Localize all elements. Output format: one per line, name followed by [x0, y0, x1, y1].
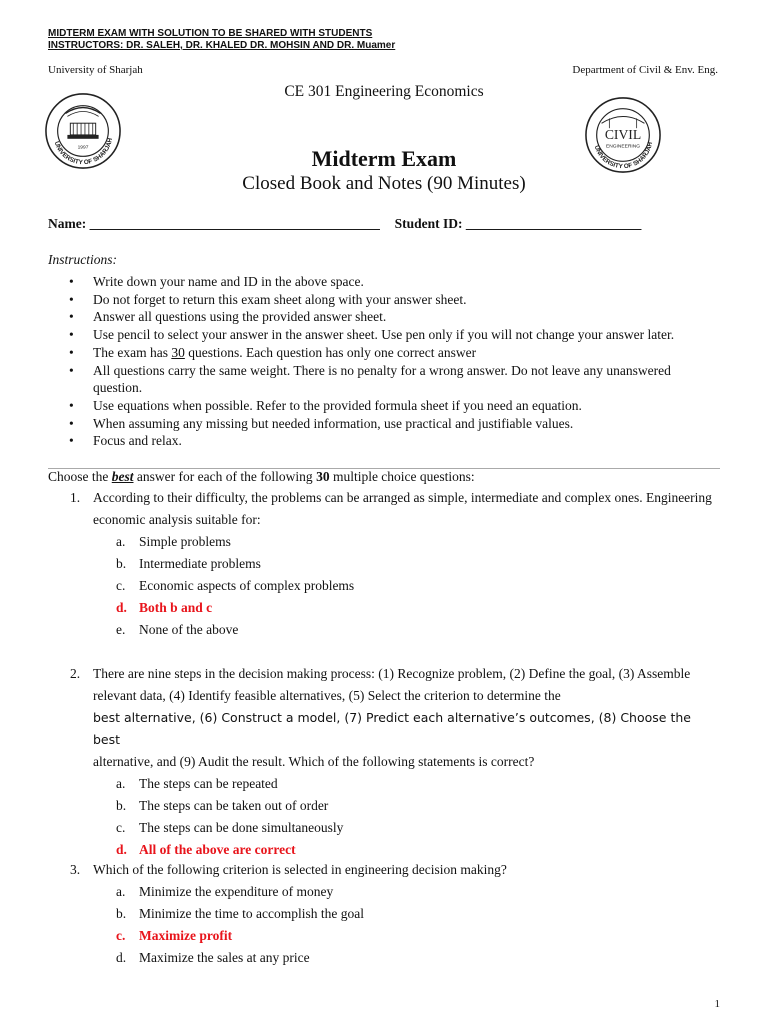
- option-b[interactable]: b. Intermediate problems: [116, 556, 261, 571]
- banner-line-1: MIDTERM EXAM WITH SOLUTION TO BE SHARED WITH STUDENTS: [48, 28, 373, 39]
- question-count: 30: [171, 344, 185, 360]
- option-b[interactable]: b. Minimize the time to accomplish the goal: [116, 906, 364, 921]
- option-b[interactable]: b. The steps can be taken out of order: [116, 798, 329, 813]
- question-number: 3.: [70, 862, 81, 877]
- header-banner: [48, 28, 395, 52]
- instruction-item: • Answer all questions using the provided answer sheet.: [69, 309, 387, 325]
- best-word: best: [111, 469, 134, 484]
- svg-text:1997: 1997: [77, 145, 89, 151]
- instruction-item: • Write down your name and ID in the above space.: [69, 274, 364, 289]
- instruction-item: • Focus and relax.: [69, 433, 182, 449]
- name-id-row: [48, 216, 720, 232]
- option-d-correct[interactable]: d. All of the above are correct: [116, 842, 296, 857]
- option-c[interactable]: c. Economic aspects of complex problems: [116, 578, 355, 593]
- instruction-item: • Use pencil to select your answer in the answer sheet. Use pen only if you will not change your answer later.: [69, 327, 675, 343]
- department-name: Department of Civil & Env. Eng.: [572, 64, 718, 76]
- exam-title: Midterm Exam: [311, 146, 457, 171]
- question-stem: 1. According to their difficulty, the problems can be arranged as simple, intermediate and complex ones. Engineering economic analysis suitable for:: [48, 487, 720, 531]
- student-id-label: Student ID:: [394, 216, 463, 231]
- university-name: University of Sharjah: [48, 64, 143, 76]
- banner-line-2: INSTRUCTORS: DR. SALEH, DR. KHALED DR. MOHSIN AND DR. Muamer: [48, 40, 396, 51]
- option-a[interactable]: a. The steps can be repeated: [116, 776, 278, 791]
- instructions-list: [48, 273, 712, 450]
- option-c[interactable]: c. The steps can be done simultaneously: [116, 820, 344, 835]
- svg-text:ENGINEERING: ENGINEERING: [605, 144, 641, 150]
- svg-text:UNIVERSITY OF SHARJAH: UNIVERSITY OF SHARJAH: [592, 141, 655, 171]
- choose-instruction: Choose the best answer for each of the following 30 multiple choice questions:: [48, 469, 475, 484]
- svg-text:CIVIL: CIVIL: [604, 126, 642, 142]
- option-a[interactable]: a. Simple problems: [116, 534, 231, 549]
- options-list: [48, 881, 720, 969]
- name-field[interactable]: ___________________________________________: [89, 216, 380, 231]
- svg-text:UNIVERSITY OF SHARJAH: UNIVERSITY OF SHARJAH: [52, 137, 115, 167]
- instruction-item: • Use equations when possible. Refer to the provided formula sheet if you need an equation.: [69, 397, 582, 413]
- option-e[interactable]: e. None of the above: [116, 622, 239, 637]
- instruction-item: • The exam has 30 questions. Each question has only one correct answer: [69, 344, 477, 360]
- instructions-heading: Instructions:: [48, 252, 117, 267]
- name-label: Name:: [48, 216, 87, 231]
- instruction-item: • Do not forget to return this exam sheet along with your answer sheet.: [69, 291, 467, 307]
- question-2: [48, 663, 720, 861]
- option-d[interactable]: d. Maximize the sales at any price: [116, 950, 310, 965]
- page-number: 1: [714, 998, 720, 1010]
- option-d-correct[interactable]: d. Both b and c: [116, 600, 213, 615]
- question-3: [48, 859, 720, 969]
- question-number: 1.: [70, 490, 81, 505]
- options-list: [48, 773, 720, 861]
- exam-subtitle: Closed Book and Notes (90 Minutes): [242, 173, 526, 194]
- option-c-correct[interactable]: c. Maximize profit: [116, 928, 233, 943]
- options-list: [48, 531, 720, 641]
- question-stem: 3. Which of the following criterion is selected in engineering decision making?: [48, 859, 720, 881]
- question-1: [48, 487, 720, 641]
- course-title: CE 301 Engineering Economics: [284, 83, 484, 100]
- question-stem: 2. There are nine steps in the decision making process: (1) Recognize problem, (2) Define the goal, (3) Assemble relevant data, (4) Identify feasible alternatives, (5) Select the criterion to determine the best alternative, (6) Construct a model, (7) Predict each alternative’s outcomes, (8) Choose the best alternative, and (9) Audit the result. Which of the following statements is correct?: [48, 663, 720, 773]
- question-number: 2.: [70, 666, 81, 681]
- option-a[interactable]: a. Minimize the expenditure of money: [116, 884, 334, 899]
- instruction-item: • All questions carry the same weight. There is no penalty for a wrong answer. Do not leave any unanswered question.: [69, 362, 671, 396]
- instruction-item: • When assuming any missing but needed information, use practical and justifiable values.: [69, 415, 574, 431]
- student-id-field[interactable]: __________________________: [465, 216, 642, 231]
